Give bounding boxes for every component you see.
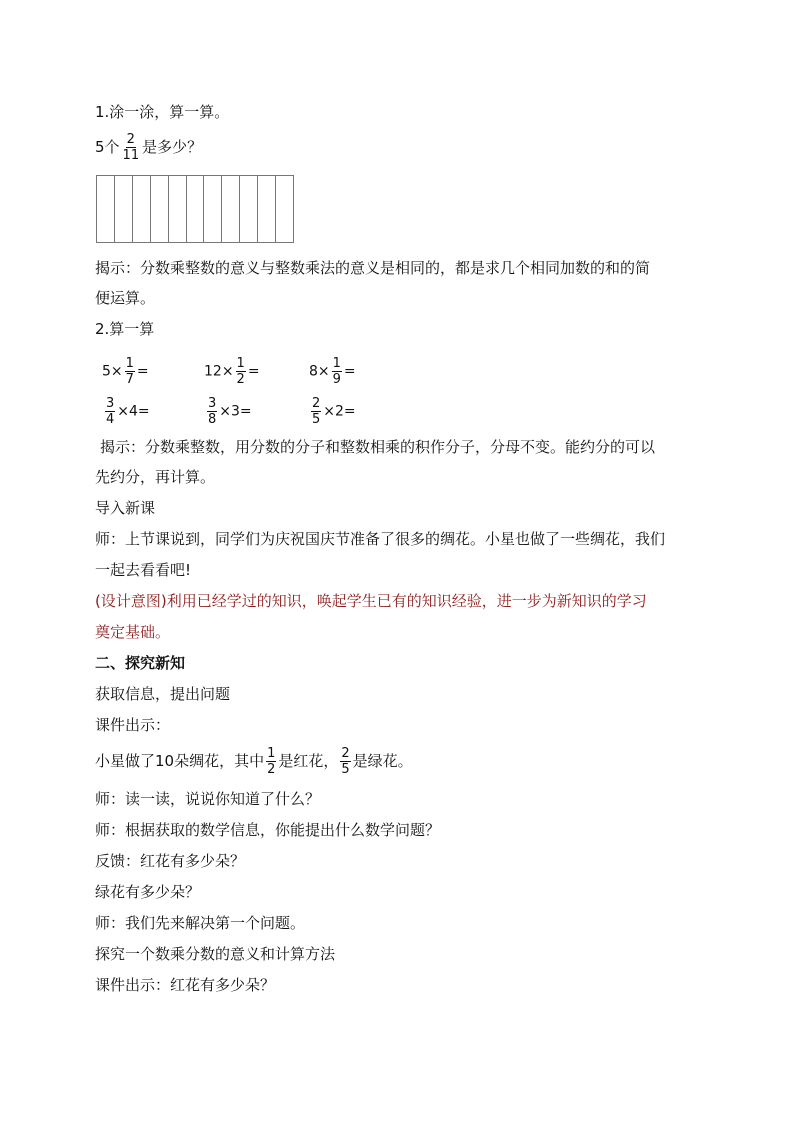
grid-cell[interactable] — [115, 176, 133, 242]
part2-heading: 二、探究新知 — [95, 654, 186, 672]
equation-r2-3: $\frac{2}{5}$ ×2= — [312, 396, 356, 427]
intro-heading: 导入新课 — [95, 499, 156, 517]
course-q7: 课件出示：红花有多少朵？ — [95, 976, 276, 994]
hint2-line1: 揭示：分数乘整数，用分数的分子和整数相乘的积作分子，分母不变。能约分的可以 — [100, 438, 656, 456]
fraction-2-5: $\frac{2}{5}$ — [341, 746, 350, 777]
grid-cell[interactable] — [276, 176, 293, 242]
grid-cell[interactable] — [222, 176, 240, 242]
equation-r1-1: 5× $\frac{1}{7}$ = — [102, 356, 149, 387]
hint2-line2: 先约分，再计算。 — [95, 468, 216, 486]
info-sentence: 小星做了10朵绸花，其中 $\frac{1}{2}$ 是红花， $\frac{2}{5}$ 是绿花。 — [95, 746, 413, 777]
section1-title: 1.涂一涂，算一算。 — [95, 103, 230, 121]
intro-line2: 一起去看看吧! — [95, 561, 192, 579]
grid-cell[interactable] — [169, 176, 187, 242]
fraction-1-2: $\frac{1}{2}$ — [267, 746, 276, 777]
grid-cell[interactable] — [258, 176, 276, 242]
fraction-2-11: $\frac{2}{11}$ — [122, 132, 140, 163]
equation-r1-3: 8× $\frac{1}{9}$ = — [309, 356, 356, 387]
explore-heading: 探究一个数乘分数的意义和计算方法 — [95, 945, 336, 963]
question-prefix: 5个 — [95, 138, 120, 156]
teacher-q2: 师：根据获取的数学信息，你能提出什么数学问题？ — [95, 821, 441, 839]
equation-r1-2: 12× $\frac{1}{2}$ = — [204, 356, 260, 387]
part2-subheading: 获取信息，提出问题 — [95, 685, 231, 703]
section2-title: 2.算一算 — [95, 320, 155, 338]
equation-r2-1: $\frac{3}{4}$ ×4= — [106, 396, 150, 427]
teacher-q1: 师：读一读，说说你知道了什么？ — [95, 790, 321, 808]
coloring-grid[interactable] — [96, 175, 294, 243]
grid-cell[interactable] — [187, 176, 205, 242]
hint1-line1: 揭示：分数乘整数的意义与整数乘法的意义是相同的，都是求几个相同加数的和的简 — [95, 259, 651, 277]
feedback-q4: 绿花有多少朵？ — [95, 883, 201, 901]
grid-cell[interactable] — [240, 176, 258, 242]
equation-r2-2: $\frac{3}{8}$ ×3= — [208, 396, 252, 427]
grid-cell[interactable] — [151, 176, 169, 242]
feedback-q3: 反馈：红花有多少朵？ — [95, 852, 246, 870]
design-intent-line2: 奠定基础。 — [95, 623, 171, 641]
question-suffix: 是多少？ — [142, 138, 203, 156]
course-label: 课件出示： — [95, 716, 171, 734]
teacher-q5: 师：我们先来解决第一个问题。 — [95, 914, 306, 932]
grid-cell[interactable] — [97, 176, 115, 242]
grid-cell[interactable] — [133, 176, 151, 242]
hint1-line2: 便运算。 — [95, 289, 156, 307]
grid-cell[interactable] — [204, 176, 222, 242]
section1-question — [95, 132, 202, 163]
design-intent-line1: (设计意图)利用已经学过的知识，唤起学生已有的知识经验，进一步为新知识的学习 — [95, 592, 647, 610]
intro-line1: 师：上节课说到，同学们为庆祝国庆节准备了很多的绸花。小星也做了一些绸花，我们 — [95, 530, 666, 548]
